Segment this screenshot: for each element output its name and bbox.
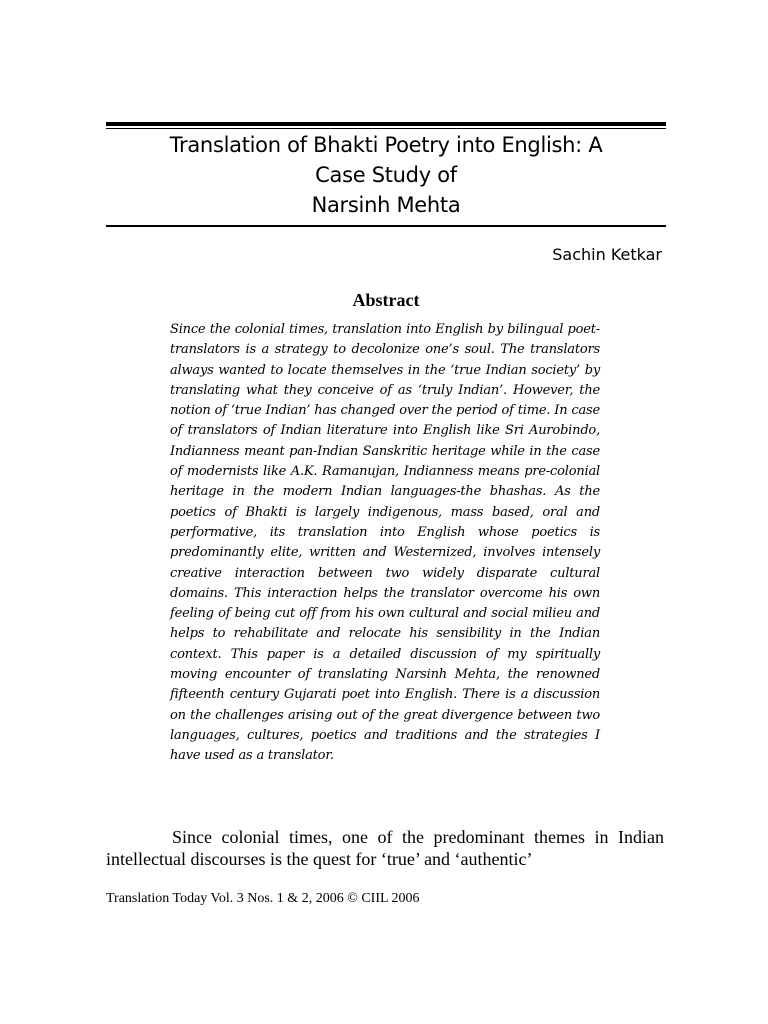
title-line-2: Case Study of bbox=[315, 163, 457, 187]
title-rule-top-thick bbox=[106, 122, 666, 126]
page-footer: Translation Today Vol. 3 Nos. 1 & 2, 2006 © CIIL 2006 bbox=[106, 891, 420, 906]
title-line-3: Narsinh Mehta bbox=[311, 193, 461, 217]
body-paragraph: Since colonial times, one of the predominant themes in Indian intellectual discourses is the quest for ‘true’ and ‘authentic’ bbox=[106, 827, 664, 869]
paper-title bbox=[106, 130, 666, 220]
abstract-heading: Abstract bbox=[352, 290, 420, 310]
title-rule-bottom bbox=[106, 225, 666, 227]
title-line-1: Translation of Bhakti Poetry into English: A bbox=[169, 133, 603, 157]
abstract-paragraph: Since the colonial times, translation into English by bilingual poet-translators is a strategy to decolonize one’s soul. The translators always wanted to locate themselves in the ‘true Indian society’ by translating what they conceive of as ‘truly Indian’. However, the notion of ‘true Indian’ has changed over the period of time. In case of translators of Indian literature into English like Sri Aurobindo, Indianness meant pan-Indian Sanskritic heritage while in the case of modernists like A.K. Ramanujan, Indianness means pre-colonial heritage in the modern Indian languages-the bhashas. As the poetics of Bhakti is largely indigenous, mass based, oral and performative, its translation into English whose poetics is predominantly elite, written and Westernized, involves intensely creative interaction between two widely disparate cultural domains. This interaction helps the translator overcome his own feeling of being cut off from his own cultural and social milieu and helps to rehabilitate and relocate his sensibility in the Indian context. This paper is a detailed discussion of my spiritually moving encounter of translating Narsinh Mehta, the renowned fifteenth century Gujarati poet into English. There is a discussion on the challenges arising out of the great divergence between two languages, cultures, poetics and traditions and the strategies I have used as a translator. bbox=[170, 322, 600, 764]
author-name: Sachin Ketkar bbox=[552, 245, 662, 264]
title-rule-top-thin bbox=[106, 128, 666, 129]
